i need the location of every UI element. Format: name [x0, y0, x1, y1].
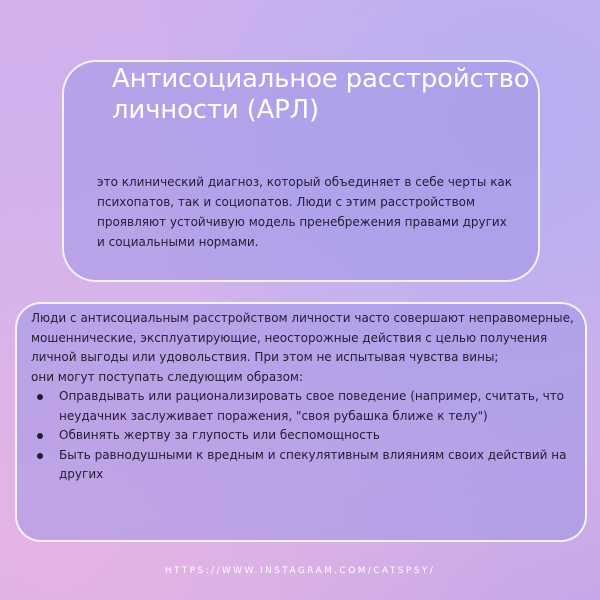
list-item: [33, 387, 571, 426]
list-item-text: Быть равнодушными к вредным и спекулятивным влияниям своих действий на других: [59, 447, 567, 481]
bullet-icon: [37, 394, 43, 400]
details-lead-text: они могут поступать следующим образом:: [31, 369, 304, 384]
bullet-icon: [37, 433, 43, 439]
page-title: Антисоциальное расстройство личности (АРЛ): [112, 64, 530, 125]
instagram-link[interactable]: HTTPS://WWW.INSTAGRAM.COM/CATSPSY/: [164, 566, 436, 576]
list-item-text: Оправдывать или рационализировать свое поведение (например, считать, что неудачник заслуживает поражения, "своя рубашка ближе к телу"): [59, 389, 565, 423]
list-item-text: Обвинять жертву за глупость или беспомощность: [59, 428, 380, 442]
bullet-icon: [37, 453, 43, 459]
details-card: [15, 302, 587, 542]
list-item: [33, 426, 571, 446]
list-item: [33, 446, 571, 485]
definition-text: это клинический диагноз, который объединяет в себе черты как психопатов, так и социопатов. Люди с этим расстройством проявляют устойчивую модель пренебрежения правами других и социальными нормами.: [97, 175, 513, 249]
behavior-list: [17, 387, 585, 485]
details-intro: [17, 304, 585, 387]
header-card: [62, 60, 540, 282]
details-intro-text: Люди с антисоциальным расстройством личности часто совершают неправомерные, мошеннические, эксплуатирующие, неосторожные действия с целью получения личной выгоды или удовольствия. При этом не испытывая чувства вины;: [31, 311, 574, 364]
